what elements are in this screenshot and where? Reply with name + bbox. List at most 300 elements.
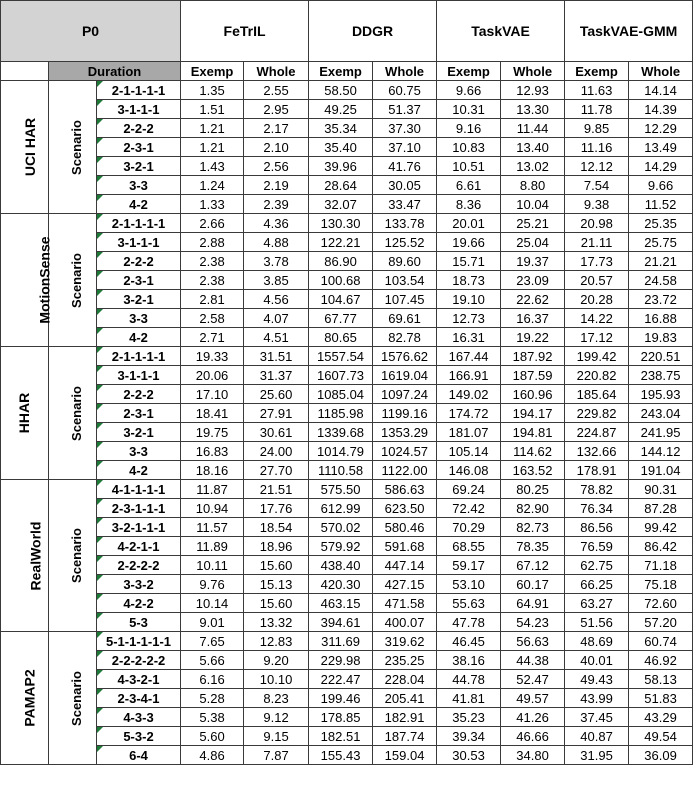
whole-value-cell: 2.95 <box>244 100 309 119</box>
exemp-value-cell: 51.56 <box>565 613 629 632</box>
scenario-cell: 3-3 <box>97 309 181 328</box>
exemp-value-cell: 2.58 <box>181 309 244 328</box>
table-row <box>1 138 693 157</box>
whole-value-cell: 23.72 <box>629 290 693 309</box>
exemp-value-cell: 220.82 <box>565 366 629 385</box>
whole-value-cell: 4.51 <box>244 328 309 347</box>
table-row <box>1 195 693 214</box>
exemp-value-cell: 18.41 <box>181 404 244 423</box>
exemp-value-cell: 19.75 <box>181 423 244 442</box>
whole-value-cell: 13.49 <box>629 138 693 157</box>
exemp-value-cell: 63.27 <box>565 594 629 613</box>
exemp-value-cell: 1339.68 <box>309 423 373 442</box>
whole-value-cell: 9.15 <box>244 727 309 746</box>
exemp-value-cell: 438.40 <box>309 556 373 575</box>
whole-value-cell: 18.96 <box>244 537 309 556</box>
duration-header: Duration <box>49 62 181 81</box>
whole-value-cell: 2.17 <box>244 119 309 138</box>
exemp-value-cell: 18.73 <box>437 271 501 290</box>
table-row <box>1 632 693 651</box>
whole-value-cell: 80.25 <box>501 480 565 499</box>
dataset-label <box>1 347 49 480</box>
whole-value-cell: 19.22 <box>501 328 565 347</box>
whole-value-cell: 11.44 <box>501 119 565 138</box>
exemp-value-cell: 2.71 <box>181 328 244 347</box>
exemp-value-cell: 55.63 <box>437 594 501 613</box>
scenario-group-label <box>49 480 97 632</box>
table-row <box>1 537 693 556</box>
exemp-value-cell: 9.76 <box>181 575 244 594</box>
whole-value-cell: 23.09 <box>501 271 565 290</box>
subheader-row <box>1 62 693 81</box>
whole-value-cell: 31.51 <box>244 347 309 366</box>
whole-value-cell: 37.30 <box>373 119 437 138</box>
exemp-value-cell: 44.78 <box>437 670 501 689</box>
whole-value-cell: 103.54 <box>373 271 437 290</box>
exemp-value-cell: 20.98 <box>565 214 629 233</box>
exemp-value-cell: 1.24 <box>181 176 244 195</box>
scenario-cell: 2-2-2 <box>97 385 181 404</box>
whole-value-cell: 34.80 <box>501 746 565 765</box>
whole-value-cell: 67.12 <box>501 556 565 575</box>
exemp-value-cell: 9.16 <box>437 119 501 138</box>
whole-value-cell: 46.92 <box>629 651 693 670</box>
exemp-value-cell: 39.96 <box>309 157 373 176</box>
table-row <box>1 746 693 765</box>
exemp-value-cell: 1085.04 <box>309 385 373 404</box>
whole-value-cell: 187.59 <box>501 366 565 385</box>
table-row <box>1 518 693 537</box>
table-row <box>1 689 693 708</box>
whole-value-cell: 44.38 <box>501 651 565 670</box>
exemp-value-cell: 10.51 <box>437 157 501 176</box>
method-header-row <box>1 1 693 62</box>
whole-value-cell: 56.63 <box>501 632 565 651</box>
exemp-header: Exemp <box>181 62 244 81</box>
dataset-label <box>1 632 49 765</box>
whole-value-cell: 60.75 <box>373 81 437 100</box>
exemp-value-cell: 48.69 <box>565 632 629 651</box>
exemp-value-cell: 59.17 <box>437 556 501 575</box>
scenario-cell: 4-2 <box>97 195 181 214</box>
exemp-value-cell: 80.65 <box>309 328 373 347</box>
whole-value-cell: 52.47 <box>501 670 565 689</box>
whole-value-cell: 2.56 <box>244 157 309 176</box>
whole-value-cell: 205.41 <box>373 689 437 708</box>
exemp-value-cell: 20.06 <box>181 366 244 385</box>
whole-value-cell: 82.73 <box>501 518 565 537</box>
whole-value-cell: 24.58 <box>629 271 693 290</box>
exemp-value-cell: 30.53 <box>437 746 501 765</box>
whole-value-cell: 22.62 <box>501 290 565 309</box>
whole-value-cell: 25.04 <box>501 233 565 252</box>
exemp-value-cell: 570.02 <box>309 518 373 537</box>
whole-value-cell: 163.52 <box>501 461 565 480</box>
whole-value-cell: 82.78 <box>373 328 437 347</box>
exemp-value-cell: 174.72 <box>437 404 501 423</box>
exemp-value-cell: 9.85 <box>565 119 629 138</box>
exemp-value-cell: 579.92 <box>309 537 373 556</box>
exemp-value-cell: 1.21 <box>181 119 244 138</box>
exemp-value-cell: 181.07 <box>437 423 501 442</box>
whole-value-cell: 25.75 <box>629 233 693 252</box>
whole-value-cell: 2.39 <box>244 195 309 214</box>
dataset-name: PAMAP2 <box>21 669 38 727</box>
exemp-value-cell: 6.16 <box>181 670 244 689</box>
table-row <box>1 708 693 727</box>
exemp-value-cell: 5.38 <box>181 708 244 727</box>
whole-value-cell: 14.29 <box>629 157 693 176</box>
whole-value-cell: 580.46 <box>373 518 437 537</box>
table-row <box>1 176 693 195</box>
exemp-header: Exemp <box>309 62 373 81</box>
exemp-value-cell: 46.45 <box>437 632 501 651</box>
table-row <box>1 442 693 461</box>
exemp-value-cell: 14.22 <box>565 309 629 328</box>
whole-value-cell: 15.60 <box>244 594 309 613</box>
exemp-value-cell: 9.66 <box>437 81 501 100</box>
scenario-group-name: Scenario <box>68 528 84 583</box>
scenario-cell: 2-3-1 <box>97 271 181 290</box>
exemp-header: Exemp <box>565 62 629 81</box>
exemp-value-cell: 11.78 <box>565 100 629 119</box>
exemp-value-cell: 35.23 <box>437 708 501 727</box>
whole-value-cell: 160.96 <box>501 385 565 404</box>
whole-value-cell: 241.95 <box>629 423 693 442</box>
exemp-value-cell: 394.61 <box>309 613 373 632</box>
exemp-value-cell: 28.64 <box>309 176 373 195</box>
scenario-cell: 2-1-1-1-1 <box>97 214 181 233</box>
exemp-value-cell: 62.75 <box>565 556 629 575</box>
exemp-value-cell: 612.99 <box>309 499 373 518</box>
whole-value-cell: 144.12 <box>629 442 693 461</box>
scenario-cell: 4-3-2-1 <box>97 670 181 689</box>
whole-value-cell: 49.54 <box>629 727 693 746</box>
exemp-value-cell: 10.14 <box>181 594 244 613</box>
whole-value-cell: 13.32 <box>244 613 309 632</box>
exemp-value-cell: 199.42 <box>565 347 629 366</box>
exemp-value-cell: 67.77 <box>309 309 373 328</box>
exemp-value-cell: 15.71 <box>437 252 501 271</box>
exemp-value-cell: 1185.98 <box>309 404 373 423</box>
table-row <box>1 670 693 689</box>
scenario-cell: 3-1-1-1 <box>97 100 181 119</box>
whole-value-cell: 187.74 <box>373 727 437 746</box>
method-header: FeTrIL <box>181 1 309 62</box>
dataset-label <box>1 81 49 214</box>
scenario-group-name: Scenario <box>68 119 84 175</box>
scenario-cell: 4-2-1-1 <box>97 537 181 556</box>
exemp-value-cell: 37.45 <box>565 708 629 727</box>
whole-value-cell: 13.02 <box>501 157 565 176</box>
exemp-value-cell: 20.57 <box>565 271 629 290</box>
whole-value-cell: 25.35 <box>629 214 693 233</box>
whole-value-cell: 4.88 <box>244 233 309 252</box>
whole-value-cell: 54.23 <box>501 613 565 632</box>
table-row <box>1 271 693 290</box>
whole-header: Whole <box>373 62 437 81</box>
whole-value-cell: 69.61 <box>373 309 437 328</box>
whole-value-cell: 41.76 <box>373 157 437 176</box>
whole-value-cell: 4.36 <box>244 214 309 233</box>
exemp-value-cell: 49.25 <box>309 100 373 119</box>
exemp-value-cell: 32.07 <box>309 195 373 214</box>
exemp-value-cell: 86.56 <box>565 518 629 537</box>
table-row <box>1 556 693 575</box>
whole-header: Whole <box>501 62 565 81</box>
exemp-value-cell: 1607.73 <box>309 366 373 385</box>
scenario-cell: 4-2-2 <box>97 594 181 613</box>
table-row <box>1 157 693 176</box>
exemp-value-cell: 70.29 <box>437 518 501 537</box>
exemp-value-cell: 31.95 <box>565 746 629 765</box>
scenario-group-label <box>49 81 97 214</box>
whole-value-cell: 10.04 <box>501 195 565 214</box>
scenario-cell: 5-1-1-1-1-1 <box>97 632 181 651</box>
exemp-value-cell: 11.89 <box>181 537 244 556</box>
table-row <box>1 252 693 271</box>
table-row <box>1 575 693 594</box>
exemp-value-cell: 72.42 <box>437 499 501 518</box>
exemp-value-cell: 18.16 <box>181 461 244 480</box>
table-row <box>1 214 693 233</box>
whole-value-cell: 133.78 <box>373 214 437 233</box>
exemp-value-cell: 6.61 <box>437 176 501 195</box>
exemp-value-cell: 17.12 <box>565 328 629 347</box>
exemp-value-cell: 1.21 <box>181 138 244 157</box>
whole-value-cell: 82.90 <box>501 499 565 518</box>
dataset-name: RealWorld <box>27 521 44 590</box>
whole-value-cell: 4.07 <box>244 309 309 328</box>
exemp-value-cell: 11.63 <box>565 81 629 100</box>
exemp-value-cell: 38.16 <box>437 651 501 670</box>
whole-value-cell: 19.83 <box>629 328 693 347</box>
whole-value-cell: 228.04 <box>373 670 437 689</box>
scenario-cell: 5-3-2 <box>97 727 181 746</box>
exemp-value-cell: 2.88 <box>181 233 244 252</box>
exemp-value-cell: 19.10 <box>437 290 501 309</box>
whole-value-cell: 187.92 <box>501 347 565 366</box>
scenario-group-label <box>49 347 97 480</box>
exemp-value-cell: 146.08 <box>437 461 501 480</box>
exemp-value-cell: 5.28 <box>181 689 244 708</box>
whole-value-cell: 235.25 <box>373 651 437 670</box>
whole-value-cell: 194.81 <box>501 423 565 442</box>
whole-value-cell: 16.88 <box>629 309 693 328</box>
exemp-value-cell: 185.64 <box>565 385 629 404</box>
exemp-value-cell: 130.30 <box>309 214 373 233</box>
whole-value-cell: 31.37 <box>244 366 309 385</box>
whole-value-cell: 60.74 <box>629 632 693 651</box>
whole-value-cell: 30.05 <box>373 176 437 195</box>
whole-value-cell: 16.37 <box>501 309 565 328</box>
table-row <box>1 290 693 309</box>
whole-value-cell: 24.00 <box>244 442 309 461</box>
whole-value-cell: 195.93 <box>629 385 693 404</box>
exemp-value-cell: 9.01 <box>181 613 244 632</box>
scenario-cell: 2-3-1-1-1 <box>97 499 181 518</box>
whole-value-cell: 12.93 <box>501 81 565 100</box>
whole-value-cell: 159.04 <box>373 746 437 765</box>
table-row <box>1 480 693 499</box>
exemp-value-cell: 58.50 <box>309 81 373 100</box>
whole-value-cell: 33.47 <box>373 195 437 214</box>
scenario-cell: 2-1-1-1-1 <box>97 347 181 366</box>
whole-value-cell: 86.42 <box>629 537 693 556</box>
exemp-value-cell: 68.55 <box>437 537 501 556</box>
exemp-value-cell: 10.31 <box>437 100 501 119</box>
whole-value-cell: 51.83 <box>629 689 693 708</box>
exemp-value-cell: 53.10 <box>437 575 501 594</box>
whole-value-cell: 27.91 <box>244 404 309 423</box>
whole-value-cell: 30.61 <box>244 423 309 442</box>
exemp-value-cell: 12.73 <box>437 309 501 328</box>
exemp-value-cell: 1.35 <box>181 81 244 100</box>
exemp-value-cell: 122.21 <box>309 233 373 252</box>
whole-value-cell: 3.85 <box>244 271 309 290</box>
exemp-value-cell: 100.68 <box>309 271 373 290</box>
whole-value-cell: 9.66 <box>629 176 693 195</box>
whole-value-cell: 14.39 <box>629 100 693 119</box>
whole-value-cell: 87.28 <box>629 499 693 518</box>
whole-value-cell: 15.13 <box>244 575 309 594</box>
method-header: DDGR <box>309 1 437 62</box>
whole-value-cell: 27.70 <box>244 461 309 480</box>
whole-value-cell: 1199.16 <box>373 404 437 423</box>
exemp-value-cell: 21.11 <box>565 233 629 252</box>
whole-value-cell: 194.17 <box>501 404 565 423</box>
scenario-cell: 3-3-2 <box>97 575 181 594</box>
scenario-group-label <box>49 214 97 347</box>
whole-value-cell: 107.45 <box>373 290 437 309</box>
exemp-value-cell: 2.66 <box>181 214 244 233</box>
table-row <box>1 328 693 347</box>
dataset-name: UCI HAR <box>22 117 39 177</box>
table-row <box>1 461 693 480</box>
table-row <box>1 233 693 252</box>
method-header: TaskVAE-GMM <box>565 1 693 62</box>
table-row <box>1 119 693 138</box>
exemp-value-cell: 20.28 <box>565 290 629 309</box>
scenario-cell: 2-3-4-1 <box>97 689 181 708</box>
whole-value-cell: 37.10 <box>373 138 437 157</box>
exemp-value-cell: 1557.54 <box>309 347 373 366</box>
whole-value-cell: 72.60 <box>629 594 693 613</box>
scenario-cell: 3-2-1 <box>97 290 181 309</box>
table-row <box>1 366 693 385</box>
whole-value-cell: 78.35 <box>501 537 565 556</box>
whole-value-cell: 447.14 <box>373 556 437 575</box>
scenario-cell: 2-2-2 <box>97 252 181 271</box>
whole-value-cell: 58.13 <box>629 670 693 689</box>
dataset-name: MotionSense <box>36 236 53 324</box>
exemp-value-cell: 1.33 <box>181 195 244 214</box>
exemp-value-cell: 229.98 <box>309 651 373 670</box>
table-row <box>1 404 693 423</box>
whole-value-cell: 19.37 <box>501 252 565 271</box>
table-row <box>1 594 693 613</box>
exemp-value-cell: 8.36 <box>437 195 501 214</box>
dataset-name: HHAR <box>16 392 33 434</box>
scenario-cell: 3-2-1 <box>97 423 181 442</box>
exemp-value-cell: 224.87 <box>565 423 629 442</box>
exemp-value-cell: 11.87 <box>181 480 244 499</box>
whole-value-cell: 4.56 <box>244 290 309 309</box>
whole-value-cell: 1353.29 <box>373 423 437 442</box>
whole-value-cell: 400.07 <box>373 613 437 632</box>
table-row <box>1 423 693 442</box>
whole-value-cell: 2.55 <box>244 81 309 100</box>
exemp-value-cell: 4.86 <box>181 746 244 765</box>
exemp-value-cell: 78.82 <box>565 480 629 499</box>
scenario-cell: 2-3-1 <box>97 138 181 157</box>
whole-value-cell: 114.62 <box>501 442 565 461</box>
whole-value-cell: 64.91 <box>501 594 565 613</box>
exemp-value-cell: 10.94 <box>181 499 244 518</box>
table-row <box>1 81 693 100</box>
exemp-value-cell: 178.91 <box>565 461 629 480</box>
scenario-cell: 3-3 <box>97 442 181 461</box>
whole-value-cell: 11.52 <box>629 195 693 214</box>
exemp-value-cell: 1110.58 <box>309 461 373 480</box>
whole-value-cell: 2.10 <box>244 138 309 157</box>
exemp-value-cell: 2.38 <box>181 252 244 271</box>
exemp-value-cell: 19.33 <box>181 347 244 366</box>
whole-value-cell: 57.20 <box>629 613 693 632</box>
exemp-value-cell: 463.15 <box>309 594 373 613</box>
whole-value-cell: 1576.62 <box>373 347 437 366</box>
exemp-value-cell: 167.44 <box>437 347 501 366</box>
exemp-value-cell: 35.40 <box>309 138 373 157</box>
scenario-cell: 5-3 <box>97 613 181 632</box>
exemp-value-cell: 11.57 <box>181 518 244 537</box>
whole-value-cell: 3.78 <box>244 252 309 271</box>
exemp-value-cell: 1.51 <box>181 100 244 119</box>
whole-value-cell: 15.60 <box>244 556 309 575</box>
exemp-value-cell: 7.65 <box>181 632 244 651</box>
exemp-value-cell: 49.43 <box>565 670 629 689</box>
scenario-cell: 3-1-1-1 <box>97 366 181 385</box>
corner-cell: P0 <box>1 1 181 62</box>
dataset-label <box>1 214 53 347</box>
exemp-value-cell: 575.50 <box>309 480 373 499</box>
exemp-value-cell: 41.81 <box>437 689 501 708</box>
scenario-cell: 3-2-1-1-1 <box>97 518 181 537</box>
whole-value-cell: 18.54 <box>244 518 309 537</box>
empty-cell <box>1 62 49 81</box>
exemp-value-cell: 10.11 <box>181 556 244 575</box>
table-row <box>1 309 693 328</box>
whole-value-cell: 17.76 <box>244 499 309 518</box>
whole-value-cell: 99.42 <box>629 518 693 537</box>
exemp-value-cell: 1.43 <box>181 157 244 176</box>
exemp-value-cell: 20.01 <box>437 214 501 233</box>
table-row <box>1 100 693 119</box>
table-row <box>1 499 693 518</box>
exemp-value-cell: 420.30 <box>309 575 373 594</box>
whole-value-cell: 623.50 <box>373 499 437 518</box>
exemp-value-cell: 2.38 <box>181 271 244 290</box>
whole-value-cell: 2.19 <box>244 176 309 195</box>
table-row <box>1 385 693 404</box>
exemp-value-cell: 166.91 <box>437 366 501 385</box>
exemp-value-cell: 47.78 <box>437 613 501 632</box>
whole-value-cell: 1097.24 <box>373 385 437 404</box>
exemp-value-cell: 86.90 <box>309 252 373 271</box>
whole-value-cell: 10.10 <box>244 670 309 689</box>
exemp-value-cell: 7.54 <box>565 176 629 195</box>
scenario-cell: 3-1-1-1 <box>97 233 181 252</box>
